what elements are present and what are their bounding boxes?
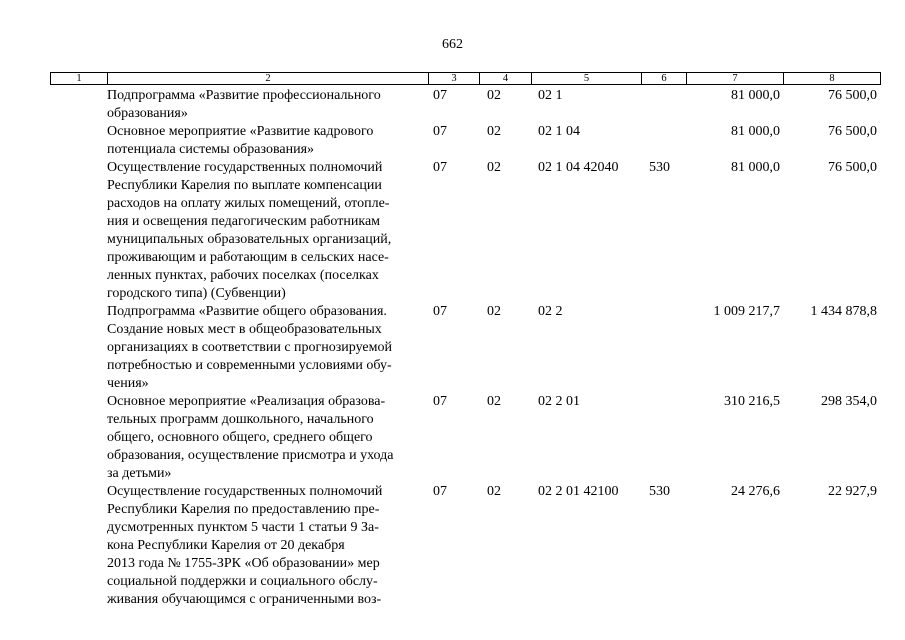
column-header-4: 4: [480, 73, 532, 85]
table-row: [50, 87, 880, 123]
row-subsection: 02: [487, 304, 501, 319]
row-expense-type: [641, 87, 686, 123]
row-subsection: 02: [487, 160, 501, 175]
row-subsection: 02: [487, 124, 501, 139]
row-target-code: 02 2 01 42100: [538, 484, 619, 499]
row-target-code: 02 2 01: [538, 394, 580, 409]
row-section: 07: [433, 124, 447, 139]
row-amount-2: 298 354,0: [821, 394, 877, 409]
row-amount-2: 22 927,9: [828, 484, 877, 499]
row-spacer: [50, 393, 107, 483]
row-name: Подпрограмма «Развитие профессионального образования»: [107, 88, 381, 121]
row-section: 07: [433, 484, 447, 499]
table-body: [50, 87, 880, 609]
row-name: Основное мероприятие «Развитие кадрового потенциала системы образования»: [107, 124, 374, 157]
column-header-8: 8: [784, 73, 881, 85]
row-target-code: 02 1 04: [538, 124, 580, 139]
table-row: [50, 159, 880, 303]
row-expense-type: 530: [649, 160, 670, 175]
column-header-6: 6: [642, 73, 687, 85]
page-number: 662: [442, 37, 463, 52]
row-section: 07: [433, 160, 447, 175]
row-spacer: [50, 123, 107, 159]
row-spacer: [50, 87, 107, 123]
table-row: [50, 483, 880, 609]
row-expense-type: 530: [649, 484, 670, 499]
row-amount-1: 81 000,0: [731, 160, 780, 175]
row-target-code: 02 2: [538, 304, 563, 319]
table-row: [50, 393, 880, 483]
column-header-table: [50, 72, 881, 85]
row-target-code: 02 1 04 42040: [538, 160, 619, 175]
row-amount-1: 24 276,6: [731, 484, 780, 499]
row-spacer: [50, 159, 107, 303]
row-name: Осуществление государственных полномочий Республики Карелия по выплате компенсации расходов на оплату жилых помещений, отопле- ния и освещения педагогическим работникам муниципальных образовательных организаций, проживающим и работающим в сельских насе- ленных пунктах, рабочих поселках (поселках городского типа) (Субвенции): [107, 160, 392, 301]
column-header-1: 1: [51, 73, 108, 85]
row-name: Осуществление государственных полномочий Республики Карелия по предоставлению пре- дусмотренных пунктом 5 части 1 статьи 9 За- кона Республики Карелия от 20 декабря 2013 года № 1755-ЗРК «Об образовании» мер социальной поддержки и социального обслу- живания обучающимся с ограниченными воз-: [107, 484, 383, 607]
row-expense-type: [641, 393, 686, 483]
row-amount-2: 76 500,0: [828, 160, 877, 175]
column-header-2: 2: [108, 73, 429, 85]
row-amount-1: 1 009 217,7: [713, 304, 780, 319]
column-header-row: [51, 73, 881, 85]
row-subsection: 02: [487, 484, 501, 499]
row-expense-type: [641, 303, 686, 393]
row-spacer: [50, 303, 107, 393]
column-header-7: 7: [687, 73, 784, 85]
row-amount-1: 81 000,0: [731, 88, 780, 103]
row-name: Основное мероприятие «Реализация образова- тельных программ дошкольного, начального общего, основного общего, среднего общего образования, осуществление присмотра и ухода за детьми»: [107, 394, 394, 481]
table-row: [50, 303, 880, 393]
row-section: 07: [433, 394, 447, 409]
row-target-code: 02 1: [538, 88, 563, 103]
row-amount-2: 76 500,0: [828, 124, 877, 139]
row-amount-1: 81 000,0: [731, 124, 780, 139]
column-header-5: 5: [532, 73, 642, 85]
row-name: Подпрограмма «Развитие общего образования. Создание новых мест в общеобразовательных организациях в соответствии с прогнозируемой потребностью и современными условиями обу- чения»: [107, 304, 392, 391]
row-section: 07: [433, 88, 447, 103]
row-amount-1: 310 216,5: [724, 394, 780, 409]
table-row: [50, 123, 880, 159]
row-subsection: 02: [487, 88, 501, 103]
row-expense-type: [641, 123, 686, 159]
row-amount-2: 1 434 878,8: [810, 304, 877, 319]
row-section: 07: [433, 304, 447, 319]
row-amount-2: 76 500,0: [828, 88, 877, 103]
row-spacer: [50, 483, 107, 609]
row-subsection: 02: [487, 394, 501, 409]
column-header-3: 3: [429, 73, 480, 85]
